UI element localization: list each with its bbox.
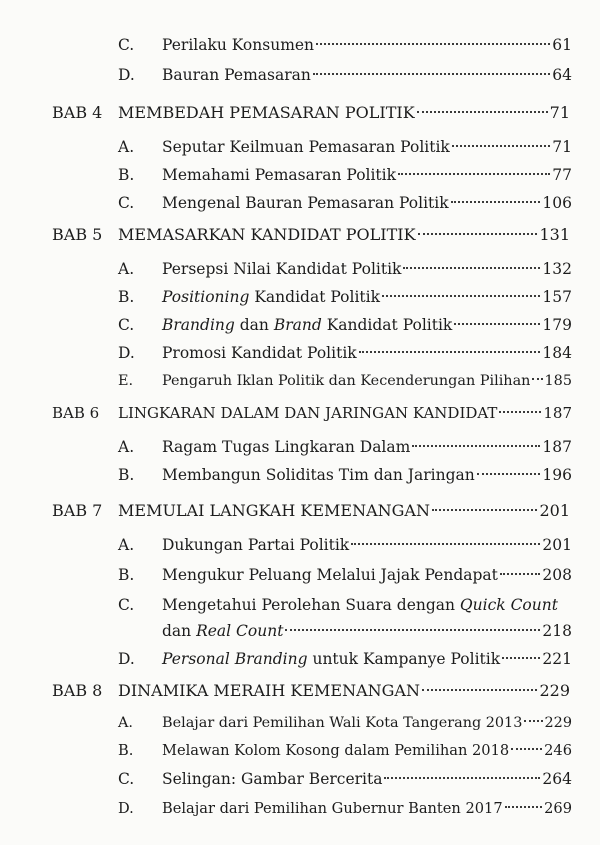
toc-entry [0, 560, 600, 590]
entry-title: Membangun Soliditas Tim dan Jaringan [162, 466, 475, 484]
dot-leader [500, 573, 541, 575]
entry-title-rest: untuk Kampanye Politik [307, 650, 501, 668]
entry-title-italic: Quick Count [459, 596, 558, 614]
toc-entry [0, 708, 600, 738]
entry-title: Promosi Kandidat Politik [162, 344, 357, 362]
entry-title: Perilaku Konsumen [162, 36, 315, 54]
entry-title: Seputar Keilmuan Pemasaran Politik [162, 138, 450, 156]
entry-page: 229 [539, 681, 570, 700]
entry-page: 187 [543, 404, 572, 422]
entry-number: B. [118, 742, 134, 759]
entry-title: Melawan Kolom Kosong dalam Pemilihan 2018 [162, 742, 510, 759]
dot-leader [499, 411, 541, 413]
entry-page: 201 [542, 536, 572, 554]
dot-leader [403, 267, 540, 269]
entry-title-rest: Kandidat Politik [249, 288, 380, 306]
entry-title: Belajar dari Pemilihan Gubernur Banten 2017 [162, 800, 503, 817]
entry-line [162, 530, 572, 560]
entry-line [162, 764, 572, 794]
entry-title-plain: Mengetahui Perolehan Suara dengan [162, 596, 460, 614]
entry-page: 269 [544, 800, 572, 817]
entry-number: C. [118, 194, 135, 212]
entry-number: A. [118, 715, 133, 731]
entry-page: 208 [542, 566, 572, 584]
dot-leader [477, 473, 541, 475]
entry-number: C. [118, 596, 135, 614]
toc-chapter [0, 398, 600, 428]
entry-line [162, 160, 572, 190]
entry-page: 157 [542, 288, 572, 306]
entry-line [118, 496, 570, 526]
chapter-title: MEMULAI LANGKAH KEMENANGAN [118, 501, 430, 520]
chapter-title: DINAMIKA MERAIH KEMENANGAN [118, 681, 420, 700]
dot-leader [432, 509, 537, 511]
dot-leader [316, 43, 550, 45]
entry-line [162, 310, 572, 340]
entry-page: 246 [544, 742, 572, 759]
dot-leader [382, 295, 540, 297]
toc-entry [0, 764, 600, 794]
entry-title-italic: Branding [162, 316, 235, 334]
entry-title: Ragam Tugas Lingkaran Dalam [162, 438, 411, 456]
entry-title: Memahami Pemasaran Politik [162, 166, 397, 184]
dot-leader [524, 720, 542, 722]
entry-line [162, 736, 572, 766]
toc-entry-continued [0, 616, 600, 646]
entry-title: Belajar dari Pemilihan Wali Kota Tangerang 2013 [162, 715, 523, 731]
toc-chapter [0, 220, 600, 250]
dot-leader [351, 543, 540, 545]
entry-page: 131 [539, 225, 570, 244]
chapter-number: BAB 4 [52, 103, 103, 122]
toc-entry [0, 736, 600, 766]
entry-title [162, 616, 283, 646]
dot-leader [502, 657, 540, 659]
entry-line [118, 98, 570, 128]
dot-leader [505, 806, 543, 808]
entry-page: 221 [542, 650, 572, 668]
chapter-title: MEMBEDAH PEMASARAN POLITIK [118, 103, 415, 122]
entry-page: 187 [542, 438, 572, 456]
toc-entry [0, 530, 600, 560]
entry-number: D. [118, 650, 135, 668]
entry-number: A. [118, 260, 135, 278]
dot-leader [511, 748, 542, 750]
entry-page: 229 [544, 715, 572, 731]
entry-line [162, 708, 572, 738]
entry-line [162, 460, 572, 490]
entry-title: Dukungan Partai Politik [162, 536, 350, 554]
entry-number: C. [118, 770, 135, 788]
entry-number: B. [118, 166, 135, 184]
entry-page: 201 [539, 501, 570, 520]
entry-page: 185 [544, 373, 572, 389]
toc-entry [0, 188, 600, 218]
entry-line [162, 616, 572, 646]
chapter-number: BAB 8 [52, 681, 103, 700]
entry-line [118, 398, 572, 428]
entry-line [162, 254, 572, 284]
toc-entry [0, 30, 600, 60]
entry-number: B. [118, 566, 135, 584]
entry-line [162, 60, 572, 90]
entry-page: 71 [549, 103, 570, 122]
entry-line [162, 338, 572, 368]
entry-number: D. [118, 800, 134, 817]
toc-chapter [0, 496, 600, 526]
entry-number: C. [118, 36, 135, 54]
toc-chapter [0, 98, 600, 128]
entry-number: A. [118, 536, 135, 554]
entry-number: B. [118, 466, 135, 484]
toc-entry [0, 338, 600, 368]
entry-number: A. [118, 438, 135, 456]
dot-leader [384, 777, 540, 779]
entry-line [162, 30, 572, 60]
dot-leader [418, 233, 538, 235]
entry-title-plain: dan [162, 622, 197, 640]
entry-line [162, 794, 572, 824]
entry-title: Persepsi Nilai Kandidat Politik [162, 260, 402, 278]
chapter-number: BAB 5 [52, 225, 103, 244]
toc-entry [0, 432, 600, 462]
entry-page: 264 [542, 770, 572, 788]
entry-page: 132 [542, 260, 572, 278]
dot-leader [398, 173, 550, 175]
entry-title [162, 282, 380, 312]
entry-page: 184 [542, 344, 572, 362]
entry-page: 77 [552, 166, 572, 184]
entry-title: Mengukur Peluang Melalui Jajak Pendapat [162, 566, 498, 584]
dot-leader [359, 351, 541, 353]
entry-title: Bauran Pemasaran [162, 66, 311, 84]
toc-entry [0, 794, 600, 824]
chapter-title: MEMASARKAN KANDIDAT POLITIK [118, 225, 416, 244]
toc-entry [0, 282, 600, 312]
entry-line [162, 644, 572, 674]
entry-title [162, 644, 500, 674]
entry-line [162, 132, 572, 162]
entry-number: C. [118, 316, 135, 334]
entry-line [162, 432, 572, 462]
entry-title: Pengaruh Iklan Politik dan Kecenderungan Pilihan [162, 373, 531, 389]
entry-title: Mengenal Bauran Pemasaran Politik [162, 194, 449, 212]
entry-title-rest: Kandidat Politik [321, 316, 453, 334]
entry-line [118, 220, 570, 250]
entry-title-italic: Real Count [196, 622, 284, 640]
toc-entry [0, 366, 600, 396]
entry-page: 71 [552, 138, 572, 156]
entry-title [162, 310, 452, 340]
dot-leader [452, 145, 550, 147]
dot-leader [313, 73, 550, 75]
chapter-number: BAB 7 [52, 501, 103, 520]
dot-leader [451, 201, 541, 203]
entry-line [162, 282, 572, 312]
dot-leader [532, 378, 542, 380]
toc-entry [0, 60, 600, 90]
entry-number: D. [118, 66, 135, 84]
dot-leader [422, 689, 537, 691]
toc-entry [0, 644, 600, 674]
entry-page: 61 [552, 36, 572, 54]
entry-number: D. [118, 344, 135, 362]
entry-title: Selingan: Gambar Bercerita [162, 770, 383, 788]
toc-entry [0, 310, 600, 340]
toc-entry [0, 160, 600, 190]
chapter-title: LINGKARAN DALAM DAN JARINGAN KANDIDAT [118, 404, 498, 422]
entry-number: E. [118, 373, 134, 389]
chapter-number: BAB 6 [52, 404, 100, 422]
toc-entry [0, 254, 600, 284]
toc-entry [0, 132, 600, 162]
entry-title-italic: Positioning [162, 288, 250, 306]
entry-line [118, 676, 570, 706]
dot-leader [417, 111, 548, 113]
entry-page: 196 [542, 466, 572, 484]
entry-line [162, 188, 572, 218]
dot-leader [454, 323, 540, 325]
toc-chapter [0, 676, 600, 706]
dot-leader [412, 445, 540, 447]
entry-line [162, 366, 572, 396]
entry-line [162, 560, 572, 590]
entry-page: 64 [552, 66, 572, 84]
entry-title-italic-2: Brand [273, 316, 322, 334]
entry-title-mid: dan [234, 316, 274, 334]
entry-title-italic: Personal Branding [162, 650, 308, 668]
entry-page: 106 [542, 194, 572, 212]
dot-leader [285, 629, 540, 631]
entry-page: 179 [542, 316, 572, 334]
entry-number: A. [118, 138, 135, 156]
toc-entry [0, 460, 600, 490]
entry-number: B. [118, 288, 135, 306]
entry-page: 218 [542, 622, 572, 640]
